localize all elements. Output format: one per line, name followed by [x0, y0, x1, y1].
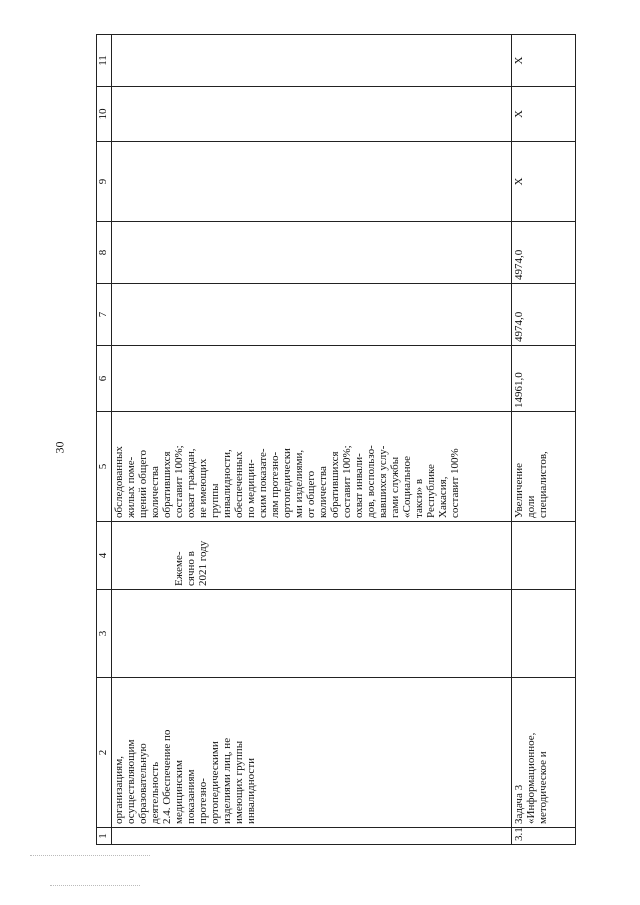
- header-cell: 8: [97, 222, 112, 284]
- scan-artifact: [50, 885, 140, 887]
- header-row: [97, 35, 112, 845]
- deadline-cell: [512, 522, 576, 590]
- amount-cell: 14961,0: [512, 346, 576, 412]
- header-cell: 10: [97, 87, 112, 142]
- header-cell: 7: [97, 284, 112, 346]
- activity-cell: Задача 3 «Информационное, методическое и: [512, 678, 576, 828]
- executor-cell: [112, 590, 512, 678]
- header-cell: 6: [97, 346, 112, 412]
- header-cell: 4: [97, 522, 112, 590]
- header-cell: 5: [97, 412, 112, 522]
- amount-cell: [112, 142, 512, 222]
- header-cell: 1: [97, 828, 112, 845]
- activity-cell: организациям, осуществляющим образовательную деятельность 2.4. Обеспечение по медицинским показаниям протезно- ортопедическими изделиями лиц, не имеющих группы инвалидности: [112, 678, 512, 828]
- amount-cell: 4974,0: [512, 222, 576, 284]
- amount-cell: [112, 346, 512, 412]
- amount-cell: [112, 35, 512, 87]
- deadline-cell: Ежеме- сячно в 2021 году: [112, 522, 512, 590]
- row-number-cell: [112, 828, 512, 845]
- rotated-table-container: [96, 35, 576, 845]
- header-cell: 3: [97, 590, 112, 678]
- result-cell: обследованных жилых поме- щений общего количества обратившихся составит 100%; охват граждан, не имеющих группы инвалидности, обеспеченных по медицин- ским показате- лям протезно- ортопедически ми изделиями, от общего количества обратившихся составит 100%; охват инвали- дов, воспользо- вавшихся услу- гами службы «Социальное такси» в Республике Хакасия, составит 100%: [112, 412, 512, 522]
- executor-cell: [512, 590, 576, 678]
- amount-cell: [112, 222, 512, 284]
- program-table: [96, 34, 576, 845]
- x-mark-cell: Х: [512, 142, 576, 222]
- scan-artifact: [30, 855, 150, 857]
- row-number-cell: 3.1: [512, 828, 576, 845]
- x-mark-cell: Х: [512, 35, 576, 87]
- x-mark-cell: Х: [512, 87, 576, 142]
- amount-cell: [112, 284, 512, 346]
- table-row: [112, 35, 512, 845]
- header-cell: 9: [97, 142, 112, 222]
- header-cell: 11: [97, 35, 112, 87]
- result-cell: Увеличение доли специалистов,: [512, 412, 576, 522]
- table-row: [512, 35, 576, 845]
- amount-cell: 4974,0: [512, 284, 576, 346]
- page-number: 30: [52, 441, 67, 454]
- header-cell: 2: [97, 678, 112, 828]
- amount-cell: [112, 87, 512, 142]
